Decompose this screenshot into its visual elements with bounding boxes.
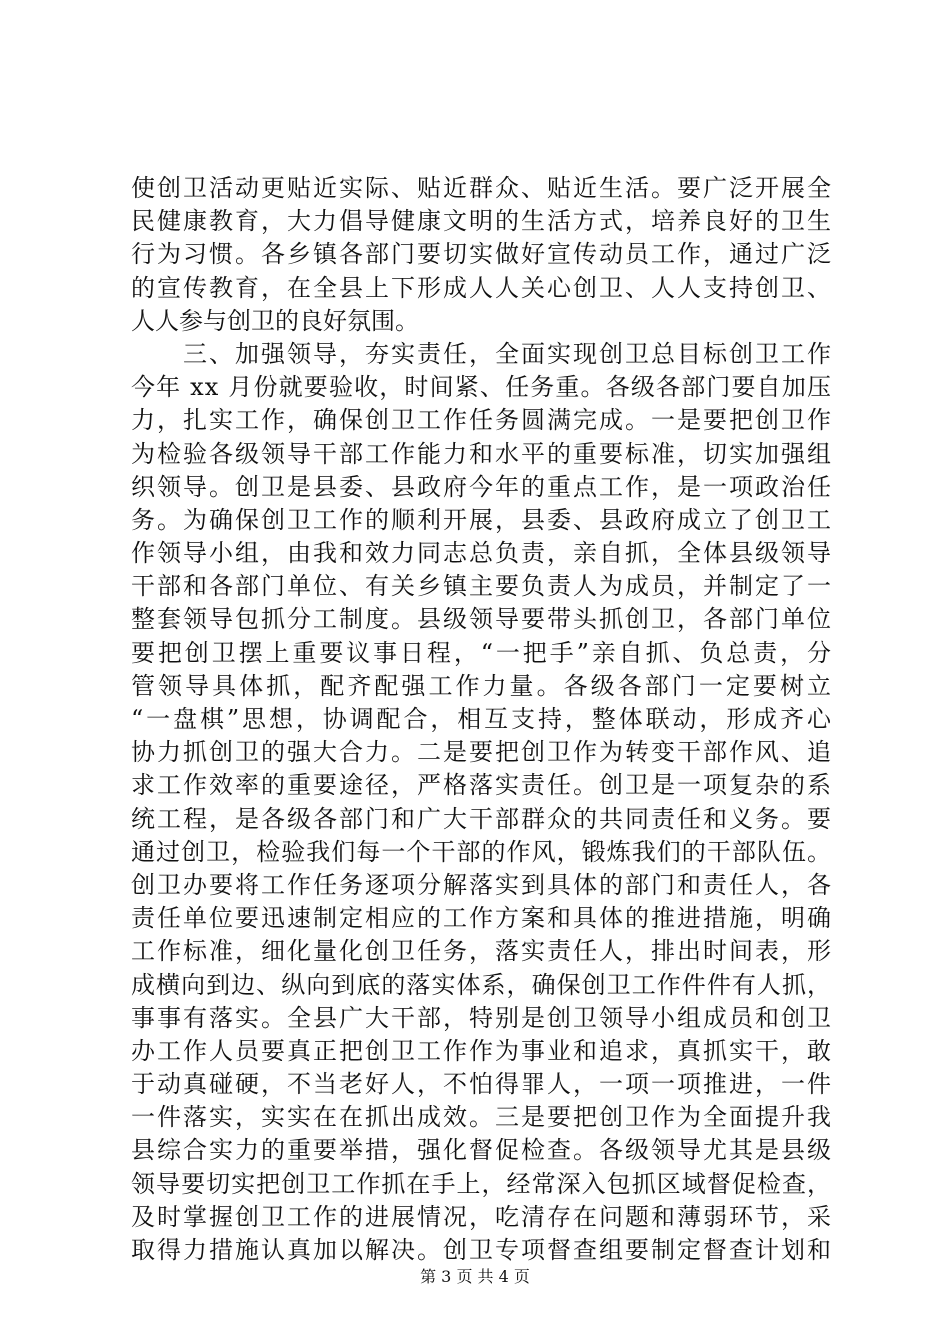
text-line: 管领导具体抓，配齐配强工作力量。各级各部门一定要树立 [131, 671, 835, 700]
text-line: “一盘棋”思想，协调配合，相互支持，整体联动，形成齐心 [131, 705, 834, 733]
text-line: 及时掌握创卫工作的进展情况，吃清存在问题和薄弱环节，采 [131, 1202, 833, 1231]
text-line: 于动真碰硬，不当老好人，不怕得罪人，一项一项推进，一件 [131, 1070, 833, 1099]
body-text [131, 172, 835, 1267]
text-line: 领导要切实把创卫工作抓在手上，经常深入包抓区域督促检查， [131, 1169, 833, 1198]
text-line: 作领导小组，由我和效力同志总负责，亲自抓，全体县级领导 [131, 539, 833, 568]
text-line: 织领导。创卫是县委、县政府今年的重点工作，是一项政治任 [131, 472, 833, 501]
text-line: 创卫办要将工作任务逐项分解落实到具体的部门和责任人，各 [131, 870, 833, 899]
text-line: 县综合实力的重要举措，强化督促检查。各级领导尤其是县级 [131, 1136, 833, 1165]
text-line: 务。为确保创卫工作的顺利开展，县委、县政府成立了创卫工 [131, 505, 833, 534]
text-line: 成横向到边、纵向到底的落实体系，确保创卫工作件件有人抓， [131, 970, 833, 999]
text-line: 行为习惯。各乡镇各部门要切实做好宣传动员工作，通过广泛 [131, 240, 833, 269]
text-line: 整套领导包抓分工制度。县级领导要带头抓创卫，各部门单位 [131, 605, 833, 634]
text-line: 三、加强领导，夯实责任，全面实现创卫总目标创卫工作 [131, 339, 833, 368]
text-line: 求工作效率的重要途径，严格落实责任。创卫是一项复杂的系 [131, 771, 833, 800]
text-line: 事事有落实。全县广大干部，特别是创卫领导小组成员和创卫 [131, 1003, 833, 1032]
text-line: 为检验各级领导干部工作能力和水平的重要标准，切实加强组 [131, 439, 833, 468]
text-line: 通过创卫，检验我们每一个干部的作风，锻炼我们的干部队伍。 [131, 837, 833, 866]
page-number: 第 3 页 共 4 页 [420, 1267, 530, 1286]
text-line: 统工程，是各级各部门和广大干部群众的共同责任和义务。要 [131, 804, 833, 833]
text-line: 一件落实，实实在在抓出成效。三是要把创卫作为全面提升我 [131, 1103, 833, 1132]
text-line: 责任单位要迅速制定相应的工作方案和具体的推进措施，明确 [131, 904, 833, 933]
text-line: 取得力措施认真加以解决。创卫专项督查组要制定督查计划和 [131, 1236, 833, 1264]
text-line: 使创卫活动更贴近实际、贴近群众、贴近生活。要广泛开展全 [131, 174, 833, 202]
text-line: 办工作人员要真正把创卫工作作为事业和追求，真抓实干，敢 [131, 1036, 833, 1065]
text-line: 工作标准，细化量化创卫任务，落实责任人，排出时间表，形 [131, 937, 833, 966]
text-line: 干部和各部门单位、有关乡镇主要负责人为成员，并制定了一 [131, 572, 833, 601]
text-line: 力，扎实工作，确保创卫工作任务圆满完成。一是要把创卫作 [131, 406, 833, 435]
text-line: 的宣传教育，在全县上下形成人人关心创卫、人人支持创卫、 [131, 273, 833, 302]
text-line: 要把创卫摆上重要议事日程，“一把手”亲自抓、负总责，分 [131, 638, 834, 667]
text-line: 协力抓创卫的强大合力。二是要把创卫作为转变干部作风、追 [131, 738, 833, 767]
text-line: 人人参与创卫的良好氛围。 [131, 306, 419, 335]
text-line: 民健康教育，大力倡导健康文明的生活方式，培养良好的卫生 [131, 207, 833, 236]
text-line: 今年 xx 月份就要验收，时间紧、任务重。各级各部门要自加压 [131, 373, 833, 402]
